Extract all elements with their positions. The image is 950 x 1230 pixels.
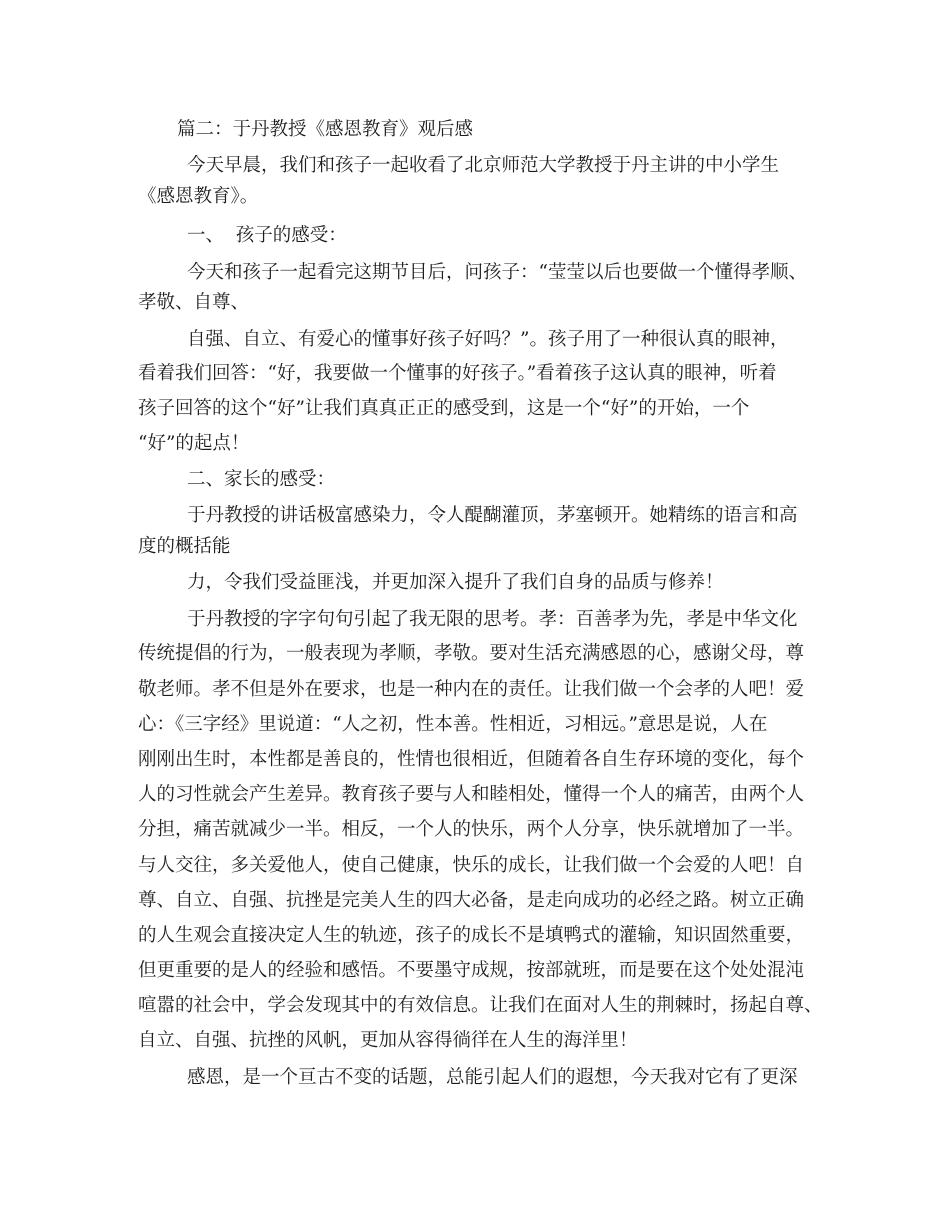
paragraph-line: 今天早晨，我们和孩子一起收看了北京师范大学教授于丹主讲的中小学生 [187,155,780,176]
paragraph-line: 的人生观会直接决定人生的轨迹，孩子的成长不是填鸭式的灌输，知识固然重要， [138,925,805,946]
paragraph-line: 尊、自立、自强、抗挫是完美人生的四大必备，是走向成功的必经之路。树立正确 [138,890,805,911]
section-heading-child: 一、 孩子的感受： [187,225,347,246]
paragraph-line: 传统提倡的行为，一般表现为孝顺，孝敬。要对生活充满感恩的心，感谢父母，尊 [138,643,805,664]
paragraph-line: 于丹教授的字字句句引起了我无限的思考。孝：百善孝为先，孝是中华文化 [187,609,798,630]
paragraph-line: 《感恩教育》。 [138,186,259,207]
paragraph-line: 心：《三字经》里说道：“人之初，性本善。性相近，习相远。”意思是说，人在 [138,714,768,735]
paragraph-line: 敬老师。孝不但是外在要求，也是一种内在的责任。让我们做一个会孝的人吧！爱 [138,679,805,700]
paragraph-line: 分担，痛苦就减少一半。相反，一个人的快乐，两个人分享，快乐就增加了一半。 [138,819,805,840]
paragraph-line: 今天和孩子一起看完这期节目后，问孩子：“莹莹以后也要做一个懂得孝顺、 [187,262,807,283]
paragraph-line: 喧嚣的社会中，学会发现其中的有效信息。让我们在面对人生的荆棘时，扬起自尊、 [138,995,823,1016]
paragraph-line: 与人交往，多关爱他人，使自己健康，快乐的成长，让我们做一个会爱的人吧！自 [138,855,805,876]
paragraph-line: 度的概括能 [138,536,231,557]
paragraph-line: 自立、自强、抗挫的风帆，更加从容得徜徉在人生的海洋里！ [138,1030,638,1051]
paragraph-line: 感恩，是一个亘古不变的话题，总能引起人们的遐想，今天我对它有了更深 [187,1067,798,1088]
paragraph-line: 人的习性就会产生差异。教育孩子要与人和睦相处，懂得一个人的痛苦，由两个人 [138,784,805,805]
paragraph-line: 刚刚出生时，本性都是善良的，性情也很相近，但随着各自生存环境的变化，每个 [138,749,805,770]
paragraph-line: 孝敬、自尊、 [138,292,250,313]
section-heading-parent: 二、家长的感受： [187,469,336,490]
paragraph-line: 于丹教授的讲话极富感染力，令人醍醐灌顶，茅塞顿开。她精练的语言和高 [187,505,798,526]
paragraph-line: 自强、自立、有爱心的懂事好孩子好吗？”。孩子用了一种很认真的眼神， [187,329,789,350]
paragraph-line: “好”的起点！ [138,433,250,454]
paragraph-line: 力，令我们受益匪浅，并更加深入提升了我们自身的品质与修养！ [187,572,724,593]
paragraph-line: 但更重要的是人的经验和感悟。不要墨守成规，按部就班，而是要在这个处处混沌 [138,960,805,981]
paragraph-line: 孩子回答的这个“好”让我们真真正正的感受到，这是一个“好”的开始，一个 [138,398,750,419]
paragraph-line: 看着我们回答：“好，我要做一个懂事的好孩子。”看着孩子这认真的眼神，听着 [138,363,777,384]
document-heading: 篇二：于丹教授《感恩教育》观后感 [177,119,474,140]
